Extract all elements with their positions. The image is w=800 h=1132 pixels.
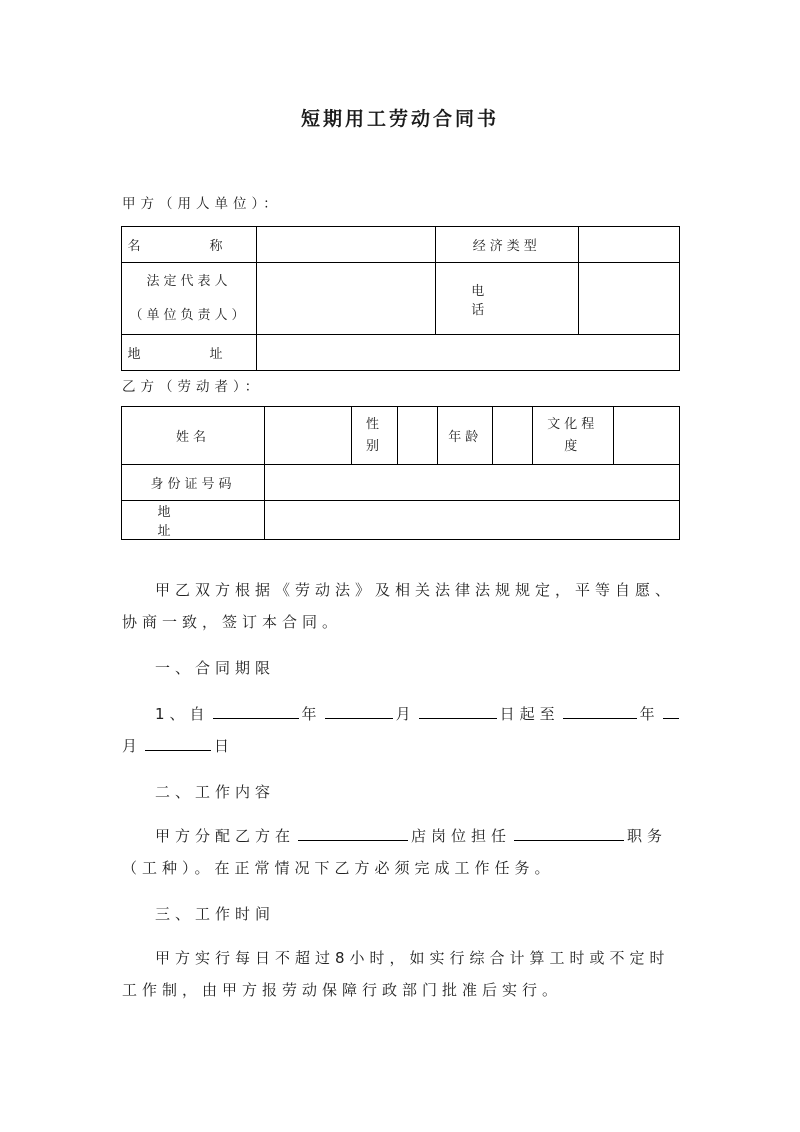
party-b-id-label: 身份证号码 bbox=[122, 465, 265, 501]
term-line-2 bbox=[122, 728, 234, 764]
party-a-name-value[interactable] bbox=[256, 227, 435, 263]
party-a-name-label: 名 称 bbox=[122, 227, 257, 263]
party-a-econ-type-label: 经济类型 bbox=[435, 227, 578, 263]
term-year-label: 年 bbox=[301, 705, 322, 723]
term-month2-label: 月 bbox=[122, 737, 143, 755]
position-blank[interactable] bbox=[514, 822, 624, 841]
party-a-phone-value[interactable] bbox=[578, 263, 679, 335]
hours-line-1: 甲方实行每日不超过8小时，如实行综合计算工时或不定时 bbox=[155, 949, 670, 967]
intro-line-1: 甲乙双方根据《劳动法》及相关法律法规规定，平等自愿、 bbox=[155, 581, 676, 599]
document-title: 短期用工劳动合同书 bbox=[300, 108, 499, 130]
start-day-blank[interactable] bbox=[419, 700, 497, 719]
party-b-gender-value[interactable] bbox=[397, 407, 437, 465]
party-a-econ-type-value[interactable] bbox=[578, 227, 679, 263]
party-b-education-value[interactable] bbox=[613, 407, 679, 465]
work-text-a: 甲方分配乙方在 bbox=[155, 827, 296, 845]
section-2-title: 二、工作内容 bbox=[155, 783, 276, 801]
party-b-gender-label: 性 别 bbox=[352, 407, 398, 465]
term-prefix: 1、自 bbox=[155, 705, 210, 723]
intro-line-2: 协商一致，签订本合同。 bbox=[122, 613, 343, 631]
term-day2-label: 日 bbox=[214, 737, 235, 755]
end-year-blank[interactable] bbox=[563, 700, 637, 719]
term-line-1 bbox=[155, 696, 682, 732]
party-b-age-label: 年龄 bbox=[438, 407, 493, 465]
section-3-title: 三、工作时间 bbox=[155, 905, 276, 923]
party-a-heading: 甲方（用人单位）： bbox=[122, 196, 282, 212]
term-year2-label: 年 bbox=[639, 705, 660, 723]
party-b-age-value[interactable] bbox=[493, 407, 532, 465]
end-day-blank[interactable] bbox=[145, 732, 211, 751]
party-a-legal-rep-value[interactable] bbox=[256, 263, 435, 335]
term-month-label: 月 bbox=[395, 705, 416, 723]
party-b-address-value[interactable] bbox=[265, 501, 680, 540]
work-line-1 bbox=[155, 818, 667, 854]
party-b-table bbox=[121, 406, 680, 540]
work-text-c: 职务 bbox=[627, 827, 668, 845]
party-a-address-label: 地 址 bbox=[122, 335, 257, 371]
party-b-name-label: 姓名 bbox=[122, 407, 265, 465]
party-b-education-label: 文化程 度 bbox=[532, 407, 613, 465]
start-year-blank[interactable] bbox=[213, 700, 299, 719]
start-month-blank[interactable] bbox=[325, 700, 393, 719]
party-a-phone-label: 电 话 bbox=[435, 263, 578, 335]
section-1-title: 一、合同期限 bbox=[155, 659, 276, 677]
end-month-blank-part[interactable] bbox=[663, 700, 679, 719]
party-b-id-value[interactable] bbox=[265, 465, 680, 501]
party-a-address-value[interactable] bbox=[256, 335, 679, 371]
party-a-table bbox=[121, 226, 680, 371]
term-day-from-label: 日起至 bbox=[499, 705, 560, 723]
work-line-2: （工种）。在正常情况下乙方必须完成工作任务。 bbox=[122, 859, 555, 877]
work-text-b: 店岗位担任 bbox=[411, 827, 512, 845]
party-b-name-value[interactable] bbox=[265, 407, 352, 465]
party-a-legal-rep-label: 法定代表人 （单位负责人） bbox=[122, 263, 257, 335]
party-b-address-label: 地 址 bbox=[122, 501, 265, 540]
party-b-heading: 乙方（劳动者）： bbox=[122, 379, 264, 395]
hours-line-2: 工作制，由甲方报劳动保障行政部门批准后实行。 bbox=[122, 981, 563, 999]
store-blank[interactable] bbox=[298, 822, 408, 841]
